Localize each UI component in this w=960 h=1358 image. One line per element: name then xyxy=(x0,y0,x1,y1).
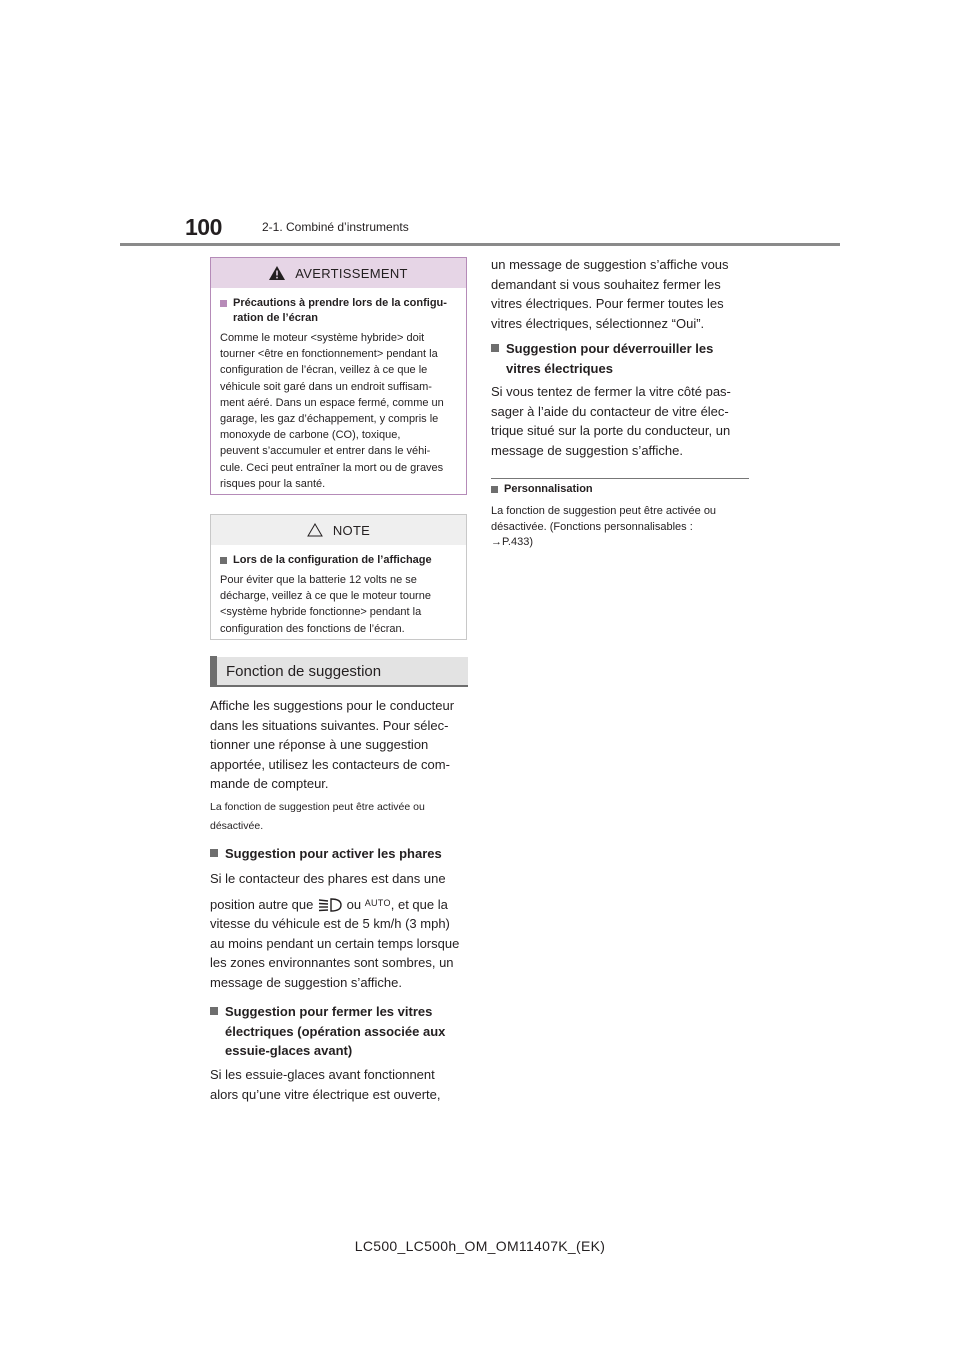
section-heading-text: Fonction de suggestion xyxy=(226,662,382,680)
warning-header xyxy=(211,258,466,288)
intro-paragraph: Affiche les suggestions pour le conducteur dans les situations suivantes. Pour sélec- tionner une réponse à une suggestion apportée, utilisez les contacteurs de com- mande de compteur. xyxy=(210,698,455,792)
bullet-square-icon xyxy=(491,344,499,352)
warning-subtitle-line2: ration de l’écran xyxy=(233,312,318,324)
warning-line: configuration de l’écran, veillez à ce que le xyxy=(220,364,428,377)
headlight-icon xyxy=(317,897,343,913)
vitres-deverrouiller-body: Si vous tentez de fermer la vitre côté pas- sager à l’aide du contacteur de vitre élec- trique situé sur la porte du conducteur, un message de suggestion s’affiche. xyxy=(491,384,731,458)
warning-line: tourner <être en fonctionnement> pendant la xyxy=(220,348,438,361)
note-body xyxy=(220,572,457,637)
caution-triangle-icon xyxy=(307,523,323,537)
note-line: Pour éviter que la batterie 12 volts ne se xyxy=(220,574,417,586)
intro-small: La fonction de suggestion peut être activée ou désactivée. xyxy=(210,801,425,832)
phares-line2: position autre que ou $^{AUTO}$, et que la xyxy=(210,896,448,912)
bullet-square-icon xyxy=(220,300,227,307)
personnalisation-body: La fonction de suggestion peut être activée ou désactivée. (Fonctions personnalisables : →P.433) xyxy=(491,505,717,548)
page-number: 100 xyxy=(185,214,222,240)
note-header xyxy=(211,515,466,545)
header-rule xyxy=(120,243,840,246)
warning-subtitle xyxy=(220,296,457,326)
vitres-fermer-body: Si les essuie-glaces avant fonctionnent alors qu’une vitre électrique est ouverte, xyxy=(210,1067,441,1102)
bullet-square-icon xyxy=(220,557,227,564)
vitres-deverrouiller-title: Suggestion pour déverrouiller les vitres électriques xyxy=(491,339,749,378)
warning-line: ment aéré. Dans un espace fermé, comme un xyxy=(220,396,444,409)
phares-body: Si le contacteur des phares est dans une position autre que ou $^{AUTO}$, et que la vitesse du véhicule est de 5 km/h (3 mph) au moins pendant un certain temps lorsque les zones environnantes sont sombres, un message de suggestion s’affiche. xyxy=(210,869,469,993)
heading-accent xyxy=(210,656,217,686)
warning-box xyxy=(210,257,467,495)
personnalisation-title: Personnalisation xyxy=(491,483,749,495)
bullet-square-icon xyxy=(210,1007,218,1015)
warning-line: risques pour la santé. xyxy=(220,477,326,490)
section-heading xyxy=(210,657,468,687)
warning-line: monoxyde de carbone (CO), toxique, xyxy=(220,429,401,442)
warning-title: AVERTISSEMENT xyxy=(295,265,408,281)
bullet-square-icon xyxy=(210,849,218,857)
warning-line: véhicule soit garé dans un endroit suffisam- xyxy=(220,380,432,393)
warning-line: garage, les gaz d’échappement, y compris le xyxy=(220,413,439,426)
warning-body xyxy=(220,330,457,492)
note-subtitle: Lors de la configuration de l’affichage xyxy=(220,553,457,568)
warning-subtitle-line1: Précautions à prendre lors de la configu- xyxy=(233,297,447,309)
divider xyxy=(491,478,749,479)
note-box xyxy=(210,514,467,640)
warning-line: cule. Ceci peut entraîner la mort ou de graves xyxy=(220,461,444,474)
warning-line: peuvent s’accumuler et entrer dans le véhi- xyxy=(220,445,431,458)
note-line: configuration des fonctions de l’écran. xyxy=(220,622,405,635)
note-title: NOTE xyxy=(332,522,371,538)
note-line: <système hybride fonctionne> pendant la xyxy=(220,606,422,619)
warning-line: Comme le moteur <système hybride> doit xyxy=(220,332,425,344)
vitres-fermer-body-continued: un message de suggestion s’affiche vous demandant si vous souhaitez fermer les vitres électriques. Pour fermer toutes les vitres électriques, sélectionnez “Oui”. xyxy=(491,257,729,331)
document-code: LC500_LC500h_OM_OM11407K_(EK) xyxy=(354,1238,606,1254)
vitres-fermer-title: Suggestion pour fermer les vitres électriques (opération associée aux essuie-glaces avant) xyxy=(210,1002,469,1061)
note-line: décharge, veillez à ce que le moteur tourne xyxy=(220,590,431,603)
auto-icon: AUTO xyxy=(364,897,391,908)
phares-title: Suggestion pour activer les phares xyxy=(210,844,469,864)
section-title: 2-1. Combiné d’instruments xyxy=(262,220,409,234)
bullet-square-icon xyxy=(491,486,498,493)
warning-triangle-icon xyxy=(269,266,285,280)
